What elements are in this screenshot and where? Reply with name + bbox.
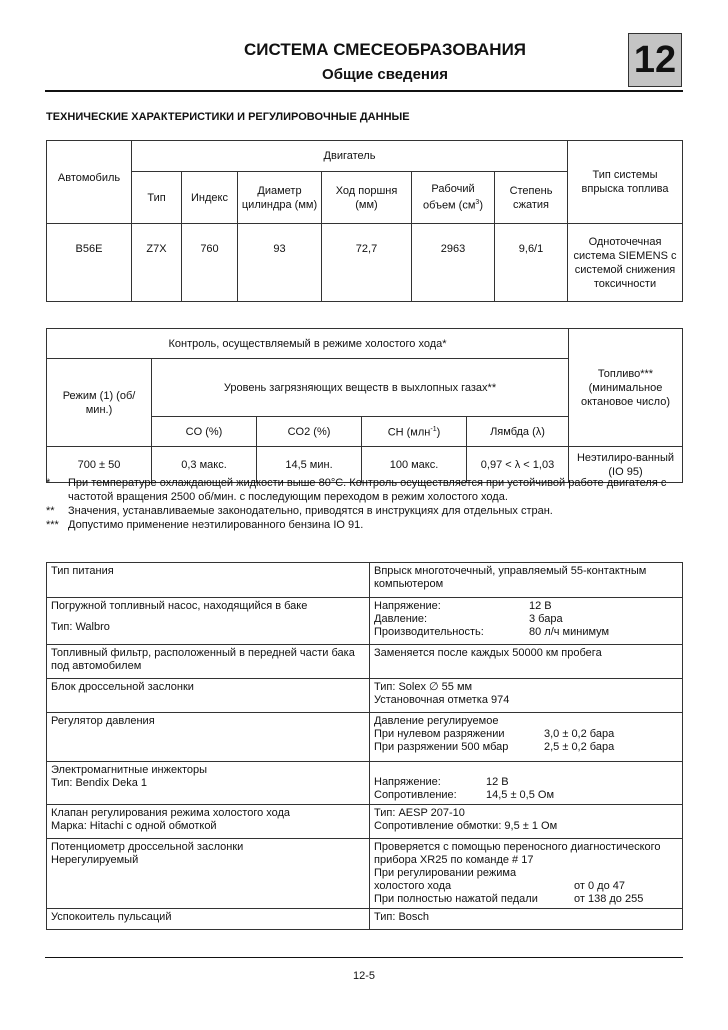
component-row	[47, 713, 683, 762]
component-name: Блок дроссельной заслонки	[47, 679, 370, 713]
footer-divider	[45, 957, 683, 958]
component-name: Регулятор давления	[47, 713, 370, 762]
control-header: Контроль, осуществляемый в режиме холостого хода*	[47, 329, 569, 359]
engine-header: Двигатель	[132, 141, 568, 172]
cell-index: 760	[182, 224, 238, 302]
car-header: Автомобиль	[47, 141, 132, 224]
col-volume: Рабочий объем $(см^3)$	[412, 172, 495, 224]
cell-car: B56E	[47, 224, 132, 302]
cell-ratio: 9,6/1	[495, 224, 568, 302]
footnote: *** Допустимо применение неэтилированного бензина IO 91.	[46, 519, 364, 531]
component-name: Потенциометр дроссельной заслонки Нерегулируемый	[47, 839, 370, 909]
component-row	[47, 762, 683, 805]
col-ratio: Степень сжатия	[495, 172, 568, 224]
cell-stroke: 72,7	[322, 224, 412, 302]
component-spec: Проверяется с помощью переносного диагностического прибора XR25 по команде # 17 При регулировании режима холостого хода от 0 до 47 При полностью нажатой педали от 138 до 255	[370, 839, 683, 909]
component-name: Погружной топливный насос, находящийся в баке Тип: Walbro	[47, 598, 370, 645]
component-name: Электромагнитные инжекторы Тип: Bendix Deka 1	[47, 762, 370, 805]
col-co2: CO2 (%)	[257, 417, 362, 447]
injection-header: Тип системы впрыска топлива	[568, 141, 683, 224]
col-ch: CH (млн$^{-1}$)	[362, 417, 467, 447]
component-name: Успокоитель пульсаций	[47, 909, 370, 930]
idle-control-table	[46, 328, 683, 483]
component-spec: Тип: AESP 207-10 Сопротивление обмотки: 9,5 ± 1 Ом	[370, 805, 683, 839]
cell-bore: 93	[238, 224, 322, 302]
cell-mode: 700 ± 50	[47, 447, 152, 483]
fuel-header: Топливо*** (минимальное октановое число)	[569, 329, 683, 447]
component-spec: Напряжение: 12 В Давление: 3 бара Производительность: 80 л/ч минимум	[370, 598, 683, 645]
cell-injection: Одноточечная система SIEMENS с системой снижения токсичности	[568, 224, 683, 302]
component-spec: Впрыск многоточечный, управляемый 55-контактным компьютером	[370, 563, 683, 598]
cell-volume: 2963	[412, 224, 495, 302]
pollutants-header: Уровень загрязняющих веществ в выхлопных газах**	[152, 359, 569, 417]
component-row	[47, 563, 683, 598]
mode-header: Режим (1) (об/мин.)	[47, 359, 152, 447]
footnote: * При температуре охлаждающей жидкости выше 80°C. Контроль осуществляется при устойчивой работе двигателя с частотой вращения 2500 об/мин. с последующим переходом в режим холостого хода.	[46, 477, 667, 503]
component-spec: Тип: Solex ∅ 55 мм Установочная отметка 974	[370, 679, 683, 713]
cell-co2: 14,5 мин.	[257, 447, 362, 483]
section-title: ТЕХНИЧЕСКИЕ ХАРАКТЕРИСТИКИ И РЕГУЛИРОВОЧНЫЕ ДАННЫЕ	[46, 111, 410, 123]
cell-ch: 100 макс.	[362, 447, 467, 483]
col-lambda: Лямбда (λ)	[467, 417, 569, 447]
col-bore: Диаметр цилиндра (мм)	[238, 172, 322, 224]
col-index: Индекс	[182, 172, 238, 224]
footnote: ** Значения, устанавливаемые законодательно, приводятся в инструкциях для отдельных стран.	[46, 505, 553, 517]
component-row	[47, 645, 683, 679]
cell-fuel: Неэтилиро-ванный (IO 95)	[569, 447, 683, 483]
component-name: Тип питания	[47, 563, 370, 598]
component-spec: Тип: Bosch	[370, 909, 683, 930]
col-type: Тип	[132, 172, 182, 224]
component-row	[47, 805, 683, 839]
component-spec: Напряжение: 12 В Сопротивление: 14,5 ± 0,5 Ом	[370, 762, 683, 805]
cell-lambda: 0,97 < λ < 1,03	[467, 447, 569, 483]
component-name: Топливный фильтр, расположенный в передней части бака под автомобилем	[47, 645, 370, 679]
component-row	[47, 839, 683, 909]
engine-spec-table	[46, 140, 683, 302]
component-row	[47, 679, 683, 713]
page-title: СИСТЕМА СМЕСЕОБРАЗОВАНИЯ	[243, 40, 527, 59]
component-row	[47, 598, 683, 645]
header-divider	[45, 90, 683, 92]
component-row	[47, 909, 683, 930]
cell-co: 0,3 макс.	[152, 447, 257, 483]
chapter-badge: 12	[628, 33, 682, 87]
cell-type: Z7X	[132, 224, 182, 302]
component-spec: Заменяется после каждых 50000 км пробега	[370, 645, 683, 679]
component-name: Клапан регулирования режима холостого хода Марка: Hitachi с одной обмоткой	[47, 805, 370, 839]
components-table	[46, 562, 683, 930]
footnotes	[46, 476, 686, 532]
page-subtitle: Общие сведения	[322, 66, 448, 83]
component-spec: Давление регулируемое При нулевом разряжении 3,0 ± 0,2 бара При разряжении 500 мбар 2,5 ± 0,2 бара	[370, 713, 683, 762]
col-co: CO (%)	[152, 417, 257, 447]
page-number: 12-5	[352, 970, 376, 982]
col-stroke: Ход поршня (мм)	[322, 172, 412, 224]
